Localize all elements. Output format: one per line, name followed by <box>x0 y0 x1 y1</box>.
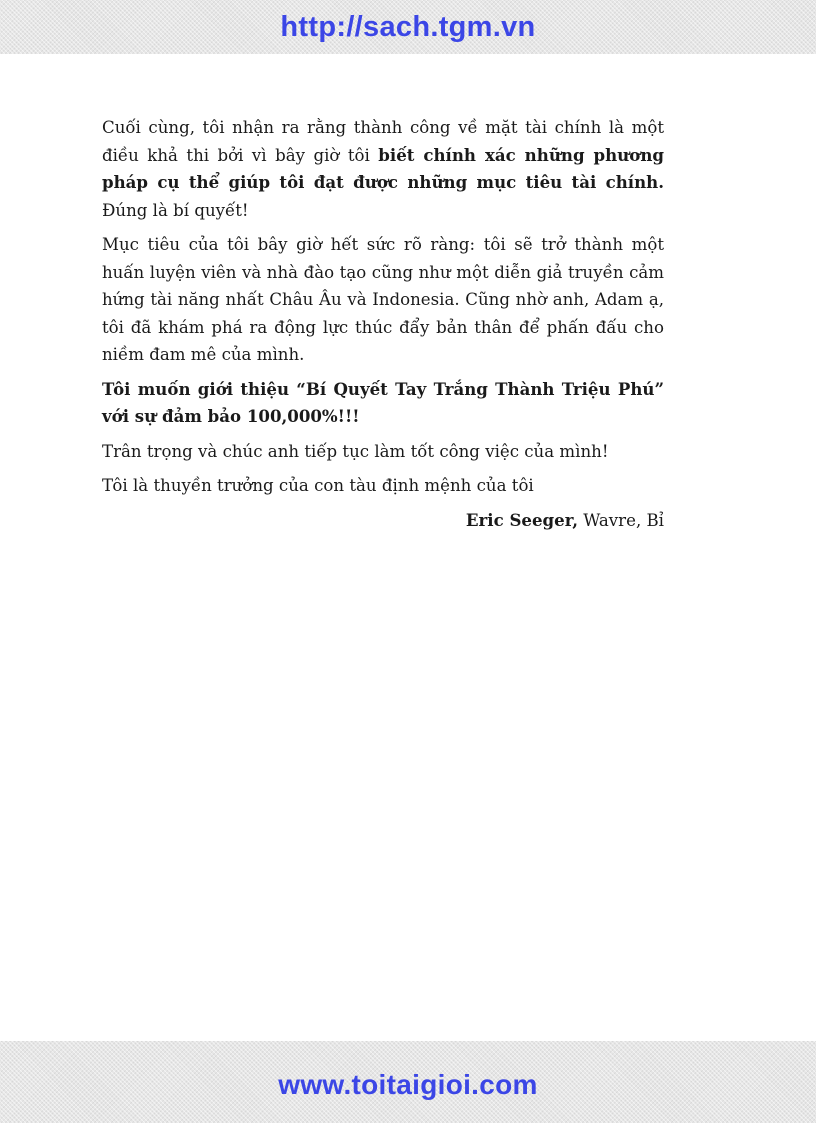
paragraph-1 <box>102 114 664 224</box>
paragraph-2: Mục tiêu của tôi bây giờ hết sức rõ ràng: tôi sẽ trở thành một huấn luyện viên và nhà đào tạo cũng như một diễn giả truyền cảm hứng tài năng nhất Châu Âu và Indonesia. Cũng nhờ anh, Adam ạ, tôi đã khám phá ra động lực thúc đẩy bản thân để phấn đấu cho niềm đam mê của mình. <box>102 235 664 364</box>
header-band <box>0 0 816 54</box>
footer-band <box>0 1041 816 1123</box>
paragraph-3-bold: Tôi muốn giới thiệu “Bí Quyết Tay Trắng Thành Triệu Phú” với sự đảm bảo 100,000%!!! <box>102 378 664 426</box>
footer-link[interactable]: www.toitaigioi.com <box>278 1069 538 1100</box>
paragraph-3 <box>102 376 664 431</box>
signature-place: Wavre, Bỉ <box>578 510 664 530</box>
page-content <box>102 114 664 541</box>
paragraph-1-text-b: Đúng là bí quyết! <box>102 200 249 220</box>
header-link[interactable]: http://sach.tgm.vn <box>280 10 536 43</box>
signature-name: Eric Seeger, <box>465 509 579 530</box>
paragraph-1-bold: biết chính xác những phương pháp cụ thể giúp tôi đạt được những mục tiêu tài chính. <box>102 144 664 192</box>
paragraph-1-text-a: Cuối cùng, tôi nhận ra rằng thành công về mặt tài chính là một điều khả thi bởi vì bây giờ tôi <box>102 118 664 165</box>
paragraph-5: Tôi là thuyền trưởng của con tàu định mệnh của tôi <box>102 476 534 495</box>
paragraph-4: Trân trọng và chúc anh tiếp tục làm tốt công việc của mình! <box>102 441 609 461</box>
signature <box>102 507 664 535</box>
